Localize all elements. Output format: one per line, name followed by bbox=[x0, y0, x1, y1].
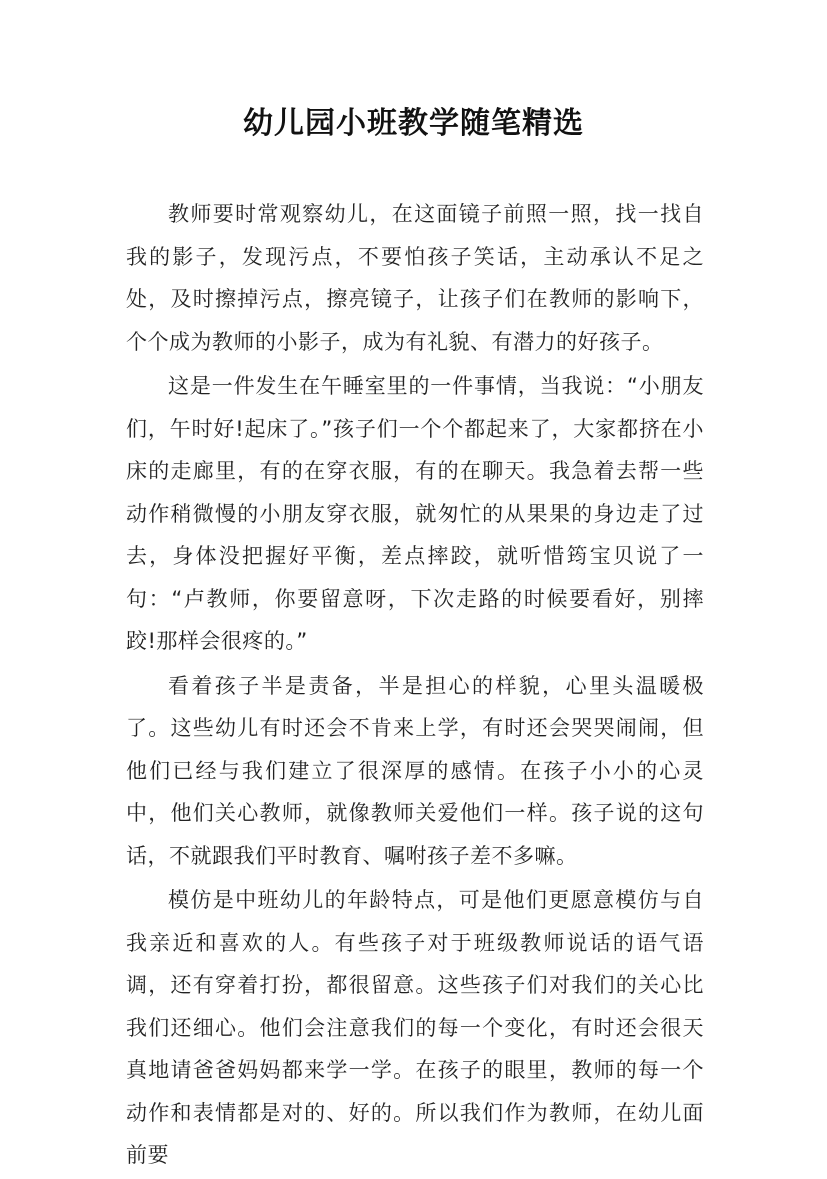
paragraph-4: 模仿是中班幼儿的年龄特点，可是他们更愿意模仿与自我亲近和喜欢的人。有些孩子对于班级教师说话的语气语调，还有穿着打扮，都很留意。这些孩子们对我们的关心比我们还细心。他们会注意我们的每一个变化，有时还会很天真地请爸爸妈妈都来学一学。在孩子的眼里，教师的每一个动作和表情都是对的、好的。所以我们作为教师，在幼儿面前要 bbox=[126, 888, 704, 1167]
document-title: 幼儿园小班教学随笔精选 bbox=[243, 106, 584, 141]
document-body bbox=[126, 193, 704, 1179]
paragraph-1: 教师要时常观察幼儿，在这面镜子前照一照，找一找自我的影子，发现污点，不要怕孩子笑话，主动承认不足之处，及时擦掉污点，擦亮镜子，让孩子们在教师的影响下，个个成为教师的小影子，成为有礼貌、有潜力的好孩子。 bbox=[126, 202, 704, 354]
paragraph-3: 看着孩子半是责备，半是担心的样貌，心里头温暖极了。这些幼儿有时还会不肯来上学，有时还会哭哭闹闹，但他们已经与我们建立了很深厚的感情。在孩子小小的心灵中，他们关心教师，就像教师关爱他们一样。孩子说的这句话，不就跟我们平时教育、嘱咐孩子差不多嘛。 bbox=[126, 673, 704, 868]
paragraph-2: 这是一件发生在午睡室里的一件事情，当我说：“小朋友们，午时好!起床了。”孩子们一个个都起来了，大家都挤在小床的走廊里，有的在穿衣服，有的在聊天。我急着去帮一些动作稍微慢的小朋友穿衣服，就匆忙的从果果的身边走了过去，身体没把握好平衡，差点摔跤，就听惜筠宝贝说了一句：“卢教师，你要留意呀，下次走路的时候要看好，别摔跤!那样会很疼的。” bbox=[126, 374, 704, 653]
